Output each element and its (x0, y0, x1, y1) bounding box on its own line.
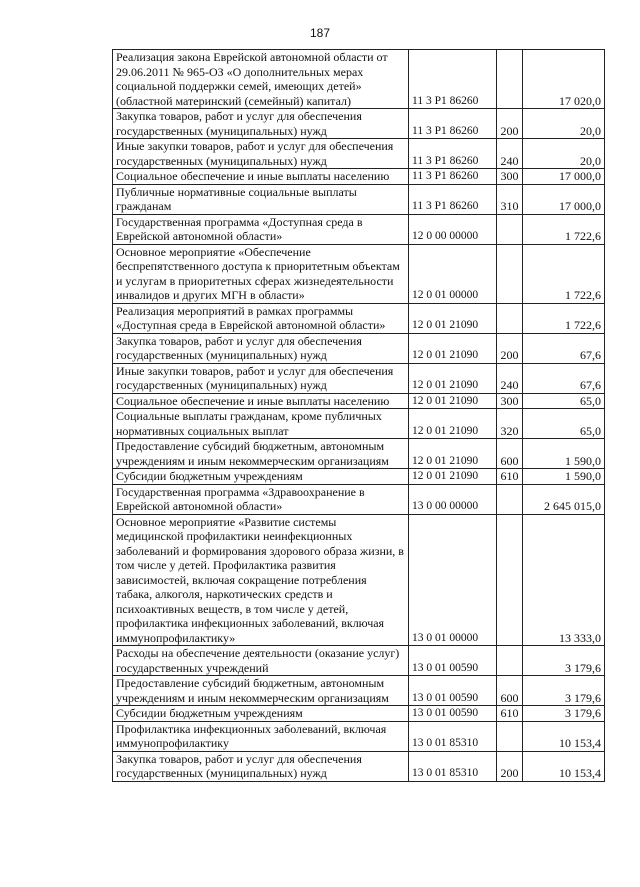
budget-table (112, 49, 605, 782)
row-code: 11 3 Р1 86260 (409, 184, 497, 214)
row-expense-type (497, 646, 523, 676)
row-name: Субсидии бюджетным учреждениям (113, 469, 409, 485)
row-expense-type: 300 (497, 393, 523, 409)
table-row (113, 169, 605, 185)
row-amount: 2 645 015,0 (523, 484, 605, 514)
page-number: 187 (309, 26, 331, 40)
row-expense-type: 240 (497, 363, 523, 393)
row-amount: 20,0 (523, 109, 605, 139)
row-expense-type: 200 (497, 751, 523, 781)
row-name: Государственная программа «Доступная среда в Еврейской автономной области» (113, 214, 409, 244)
table-row (113, 109, 605, 139)
row-code: 12 0 01 21090 (409, 469, 497, 485)
row-code: 11 3 Р1 86260 (409, 50, 497, 109)
row-name: Иные закупки товаров, работ и услуг для обеспечения государственных (муниципальных) нужд (113, 139, 409, 169)
row-amount: 65,0 (523, 409, 605, 439)
row-expense-type (497, 244, 523, 303)
row-expense-type: 320 (497, 409, 523, 439)
row-name: Государственная программа «Здравоохранение в Еврейской автономной области» (113, 484, 409, 514)
row-amount: 1 722,6 (523, 214, 605, 244)
table-row (113, 50, 605, 109)
table-row (113, 214, 605, 244)
row-amount: 17 000,0 (523, 169, 605, 185)
row-name: Основное мероприятие «Развитие системы медицинской профилактики неинфекционных заболеваний и формирования здорового образа жизни, в том числе у детей. Профилактика развития зависимостей, включая сокращение потребления табака, алкоголя, наркотических средств и психоактивных веществ, в том числе у детей, профилактика инфекционных заболеваний, включая иммунопрофилактику» (113, 514, 409, 646)
table-row (113, 721, 605, 751)
row-code: 12 0 00 00000 (409, 214, 497, 244)
row-amount: 3 179,6 (523, 646, 605, 676)
row-code: 13 0 01 85310 (409, 721, 497, 751)
row-code: 11 3 Р1 86260 (409, 139, 497, 169)
row-amount: 10 153,4 (523, 721, 605, 751)
row-name: Предоставление субсидий бюджетным, автономным учреждениям и иным некоммерческим организациям (113, 676, 409, 706)
row-amount: 3 179,6 (523, 706, 605, 722)
row-code: 12 0 01 21090 (409, 393, 497, 409)
table-row (113, 469, 605, 485)
row-code: 12 0 01 21090 (409, 439, 497, 469)
row-name: Расходы на обеспечение деятельности (оказание услуг) государственных учреждений (113, 646, 409, 676)
table-row (113, 514, 605, 646)
row-amount: 13 333,0 (523, 514, 605, 646)
row-amount: 65,0 (523, 393, 605, 409)
row-amount: 1 590,0 (523, 439, 605, 469)
row-amount: 17 000,0 (523, 184, 605, 214)
row-expense-type (497, 214, 523, 244)
row-amount: 67,6 (523, 333, 605, 363)
table-row (113, 751, 605, 781)
row-expense-type: 610 (497, 706, 523, 722)
row-name: Социальное обеспечение и иные выплаты населению (113, 169, 409, 185)
row-expense-type (497, 50, 523, 109)
row-code: 13 0 01 00590 (409, 646, 497, 676)
row-code: 12 0 01 21090 (409, 409, 497, 439)
row-name: Основное мероприятие «Обеспечение беспрепятственного доступа к приоритетным объектам и услугам в приоритетных сферах жизнедеятельности инвалидов и других МГН в области» (113, 244, 409, 303)
row-code: 13 0 01 85310 (409, 751, 497, 781)
row-amount: 17 020,0 (523, 50, 605, 109)
budget-table-body (113, 50, 605, 782)
row-amount: 1 722,6 (523, 244, 605, 303)
row-expense-type: 240 (497, 139, 523, 169)
row-code: 12 0 01 00000 (409, 244, 497, 303)
table-row (113, 706, 605, 722)
row-code: 13 0 01 00000 (409, 514, 497, 646)
row-amount: 1 590,0 (523, 469, 605, 485)
row-amount: 20,0 (523, 139, 605, 169)
row-name: Публичные нормативные социальные выплаты гражданам (113, 184, 409, 214)
table-row (113, 184, 605, 214)
row-expense-type: 310 (497, 184, 523, 214)
row-expense-type (497, 484, 523, 514)
row-code: 12 0 01 21090 (409, 303, 497, 333)
table-row (113, 139, 605, 169)
row-name: Иные закупки товаров, работ и услуг для обеспечения государственных (муниципальных) нужд (113, 363, 409, 393)
table-row (113, 303, 605, 333)
row-code: 13 0 01 00590 (409, 706, 497, 722)
table-row (113, 409, 605, 439)
row-name: Субсидии бюджетным учреждениям (113, 706, 409, 722)
row-expense-type (497, 721, 523, 751)
row-name: Реализация закона Еврейской автономной области от 29.06.2011 № 965-ОЗ «О дополнительных мерах социальной поддержки семей, имеющих детей» (областной материнский (семейный) капитал) (113, 50, 409, 109)
row-name: Закупка товаров, работ и услуг для обеспечения государственных (муниципальных) нужд (113, 333, 409, 363)
row-name: Социальное обеспечение и иные выплаты населению (113, 393, 409, 409)
row-amount: 10 153,4 (523, 751, 605, 781)
row-code: 12 0 01 21090 (409, 363, 497, 393)
row-name: Предоставление субсидий бюджетным, автономным учреждениям и иным некоммерческим организациям (113, 439, 409, 469)
row-expense-type (497, 514, 523, 646)
table-row (113, 244, 605, 303)
row-code: 11 3 Р1 86260 (409, 109, 497, 139)
row-name: Профилактика инфекционных заболеваний, включая иммунопрофилактику (113, 721, 409, 751)
table-row (113, 333, 605, 363)
table-row (113, 393, 605, 409)
row-code: 12 0 01 21090 (409, 333, 497, 363)
row-expense-type: 300 (497, 169, 523, 185)
row-code: 11 3 Р1 86260 (409, 169, 497, 185)
table-row (113, 676, 605, 706)
row-expense-type: 200 (497, 333, 523, 363)
row-amount: 1 722,6 (523, 303, 605, 333)
table-row (113, 484, 605, 514)
row-name: Социальные выплаты гражданам, кроме публичных нормативных социальных выплат (113, 409, 409, 439)
table-row (113, 363, 605, 393)
row-amount: 3 179,6 (523, 676, 605, 706)
row-expense-type: 600 (497, 676, 523, 706)
row-name: Закупка товаров, работ и услуг для обеспечения государственных (муниципальных) нужд (113, 109, 409, 139)
row-name: Реализация мероприятий в рамках программы «Доступная среда в Еврейской автономной области» (113, 303, 409, 333)
row-code: 13 0 01 00590 (409, 676, 497, 706)
row-code: 13 0 00 00000 (409, 484, 497, 514)
table-row (113, 439, 605, 469)
row-amount: 67,6 (523, 363, 605, 393)
table-row (113, 646, 605, 676)
row-expense-type (497, 303, 523, 333)
row-expense-type: 200 (497, 109, 523, 139)
row-name: Закупка товаров, работ и услуг для обеспечения государственных (муниципальных) нужд (113, 751, 409, 781)
row-expense-type: 610 (497, 469, 523, 485)
row-expense-type: 600 (497, 439, 523, 469)
